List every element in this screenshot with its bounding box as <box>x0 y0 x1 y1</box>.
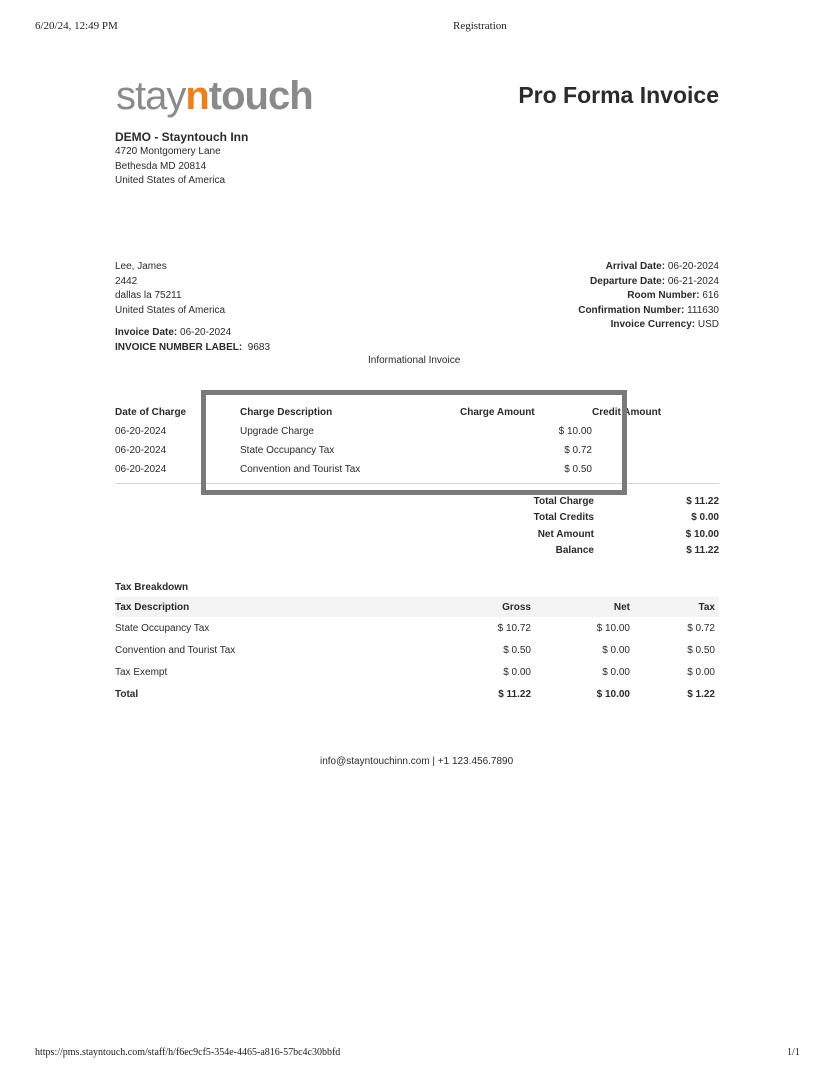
charge-date: 06-20-2024 <box>115 426 167 437</box>
total-charge-label: Total Charge <box>533 495 594 507</box>
tax-total-net: $ 10.00 <box>596 688 630 700</box>
informational-invoice-label: Informational Invoice <box>368 355 461 366</box>
table-row <box>115 639 719 661</box>
tax-net: $ 0.00 <box>602 644 630 656</box>
charge-description: Upgrade Charge <box>240 426 314 437</box>
tax-header-row <box>115 597 719 617</box>
charge-date: 06-20-2024 <box>115 464 167 475</box>
col-gross: Gross <box>435 597 535 617</box>
tax-gross: $ 10.72 <box>497 622 531 634</box>
totals-table <box>480 493 719 559</box>
tax-net: $ 0.00 <box>602 666 630 678</box>
hotel-country: United States of America <box>115 175 226 186</box>
footer-contact: info@stayntouchinn.com | +1 123.456.7890 <box>320 756 514 767</box>
tax-net: $ 10.00 <box>596 622 630 634</box>
table-row <box>115 661 719 683</box>
hotel-name: DEMO - Stayntouch Inn <box>115 130 249 144</box>
balance-row <box>480 543 719 560</box>
hotel-address-line1: 4720 Montgomery Lane <box>115 146 221 157</box>
tax-total-label: Total <box>115 688 139 700</box>
guest-country: United States of America <box>115 304 226 316</box>
total-charge-value: $ 11.22 <box>686 495 719 507</box>
total-credits-row <box>480 510 719 527</box>
charge-amount: $ 10.00 <box>558 426 592 437</box>
tax-description: State Occupancy Tax <box>115 622 210 634</box>
charge-description: Convention and Tourist Tax <box>240 464 361 475</box>
confirmation-number: Confirmation Number: 111630 <box>578 304 719 316</box>
tax-gross: $ 0.00 <box>503 666 531 678</box>
col-date-of-charge: Date of Charge <box>115 407 187 418</box>
col-credit-amount: Credit Amount <box>592 407 662 418</box>
total-charge-row <box>480 493 719 510</box>
tax-amount: $ 0.00 <box>687 666 715 678</box>
invoice-currency: Invoice Currency: USD <box>610 319 719 330</box>
stay-details <box>578 260 719 333</box>
balance-label: Balance <box>555 545 594 557</box>
charge-date: 06-20-2024 <box>115 445 167 456</box>
col-tax: Tax <box>634 597 719 617</box>
charge-amount: $ 0.72 <box>564 445 592 456</box>
guest-address <box>115 260 225 318</box>
total-credits-value: $ 0.00 <box>691 512 719 524</box>
invoice-number: INVOICE NUMBER LABEL: 9683 <box>115 341 271 353</box>
print-page-count: 1/1 <box>787 1047 800 1058</box>
hotel-address <box>115 130 248 189</box>
tax-gross: $ 0.50 <box>503 644 531 656</box>
hotel-address-line2: Bethesda MD 20814 <box>115 160 207 172</box>
net-amount-value: $ 10.00 <box>685 528 719 540</box>
arrival-date: Arrival Date: 06-20-2024 <box>605 261 719 272</box>
tax-total-row <box>115 683 719 705</box>
print-page-title: Registration <box>453 20 507 32</box>
guest-name: Lee, James <box>115 261 167 272</box>
net-amount-label: Net Amount <box>537 528 594 540</box>
invoice-meta <box>115 326 270 355</box>
total-credits-label: Total Credits <box>533 512 594 524</box>
tax-description: Convention and Tourist Tax <box>115 644 236 656</box>
col-tax-description: Tax Description <box>115 597 435 617</box>
tax-total-tax: $ 1.22 <box>687 688 715 700</box>
tax-amount: $ 0.50 <box>687 644 715 656</box>
guest-address-line1: 2442 <box>115 275 138 287</box>
tax-total-gross: $ 11.22 <box>498 688 531 700</box>
print-url: https://pms.stayntouch.com/staff/h/f6ec9cf5-354e-4465-a816-57bc4c30bbfd <box>35 1047 341 1058</box>
table-row <box>115 617 719 639</box>
col-net: Net <box>535 597 634 617</box>
invoice-title: Pro Forma Invoice <box>518 82 719 108</box>
highlight-box <box>201 390 627 495</box>
tax-breakdown-table <box>115 597 719 705</box>
col-charge-description: Charge Description <box>240 407 333 418</box>
tax-description: Tax Exempt <box>115 666 168 678</box>
invoice-date: Invoice Date: 06-20-2024 <box>115 327 232 338</box>
col-charge-amount: Charge Amount <box>460 407 535 418</box>
guest-address-line2: dallas la 75211 <box>115 290 182 301</box>
print-datetime: 6/20/24, 12:49 PM <box>35 20 118 32</box>
net-amount-row <box>480 526 719 543</box>
balance-value: $ 11.22 <box>686 545 719 557</box>
tax-breakdown-title: Tax Breakdown <box>115 582 189 593</box>
room-number: Room Number: 616 <box>627 290 719 301</box>
tax-amount: $ 0.72 <box>687 622 715 634</box>
departure-date: Departure Date: 06-21-2024 <box>590 275 719 287</box>
charge-amount: $ 0.50 <box>564 464 592 475</box>
charge-description: State Occupancy Tax <box>240 445 335 456</box>
stayntouch-logo: stayntouch <box>116 74 313 118</box>
